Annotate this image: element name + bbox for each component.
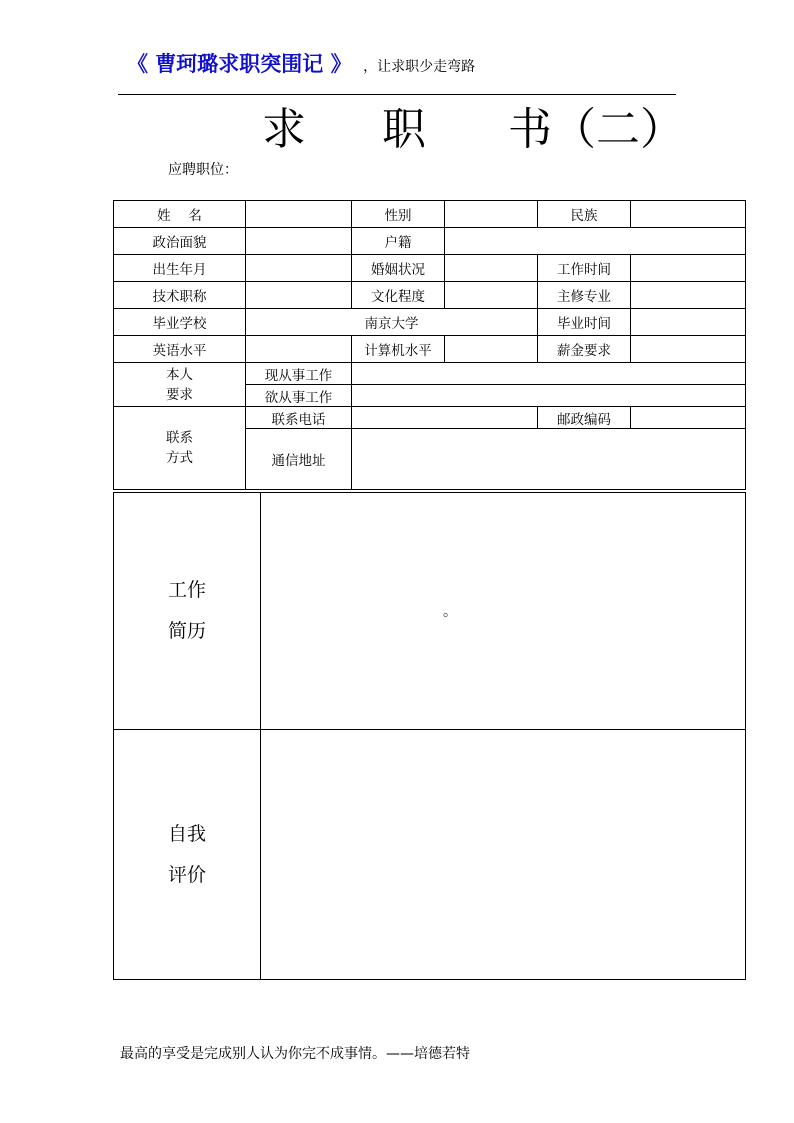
label-education-level: 文化程度 (352, 282, 445, 309)
label-postal-code: 邮政编码 (538, 407, 631, 429)
label-graduated-school: 毕业学校 (114, 309, 246, 336)
postal-code-field[interactable] (631, 407, 746, 429)
label-computer-level: 计算机水平 (352, 336, 445, 363)
info-table (113, 200, 746, 490)
label-marital-status: 婚姻状况 (352, 255, 445, 282)
computer-level-field[interactable] (445, 336, 538, 363)
work-history-line2: 简历 (167, 620, 206, 642)
title-char-1: 求 (262, 104, 306, 155)
header (127, 48, 475, 78)
label-household: 户籍 (352, 228, 445, 255)
label-political-status: 政治面貌 (114, 228, 246, 255)
label-self-evaluation (114, 730, 261, 980)
label-major: 主修专业 (538, 282, 631, 309)
table-row (114, 730, 746, 980)
label-ethnicity: 民族 (538, 201, 631, 228)
ethnicity-field[interactable] (631, 201, 746, 228)
label-english-level: 英语水平 (114, 336, 246, 363)
label-work-history (114, 493, 261, 730)
table-row (114, 228, 746, 255)
graduation-time-field[interactable] (631, 309, 746, 336)
footer-quote: 最高的享受是完成别人认为你完不成事情。——培德若特 (120, 1046, 470, 1062)
work-history-line1: 工作 (167, 579, 206, 601)
contact-line1: 联系 (166, 430, 193, 446)
label-desired-job: 欲从事工作 (246, 385, 352, 407)
table-row (114, 336, 746, 363)
label-graduation-time: 毕业时间 (538, 309, 631, 336)
name-field[interactable] (246, 201, 352, 228)
label-phone: 联系电话 (246, 407, 352, 429)
table-row (114, 407, 746, 429)
salary-expectation-field[interactable] (631, 336, 746, 363)
title-char-3: 书 (508, 104, 552, 155)
work-history-text: 。 (443, 604, 457, 620)
address-field[interactable] (352, 429, 746, 490)
table-row (114, 255, 746, 282)
desired-job-field[interactable] (352, 385, 746, 407)
label-personal-requirements (114, 363, 246, 407)
political-status-field[interactable] (246, 228, 352, 255)
birth-date-field[interactable] (246, 255, 352, 282)
table-row (114, 201, 746, 228)
education-level-field[interactable] (445, 282, 538, 309)
narrative-table (113, 492, 746, 980)
work-start-field[interactable] (631, 255, 746, 282)
title-char-4: （二） (552, 104, 684, 155)
current-job-field[interactable] (352, 363, 746, 385)
label-gender: 性别 (352, 201, 445, 228)
label-work-start: 工作时间 (538, 255, 631, 282)
label-professional-title: 技术职称 (114, 282, 246, 309)
table-row (114, 282, 746, 309)
brand-tagline: ，让求职少走弯路 (363, 59, 476, 75)
brand-title: 《 曹珂璐求职突围记 》 (127, 51, 342, 76)
household-field[interactable] (445, 228, 746, 255)
label-birth-date: 出生年月 (114, 255, 246, 282)
label-salary-expectation: 薪金要求 (538, 336, 631, 363)
graduated-school-field[interactable]: 南京大学 (246, 309, 538, 336)
english-level-field[interactable] (246, 336, 352, 363)
label-address: 通信地址 (246, 429, 352, 490)
self-eval-line1: 自我 (167, 822, 206, 845)
title-char-2: 职 (382, 104, 426, 155)
personal-req-line2: 要求 (166, 386, 193, 403)
table-row (114, 493, 746, 730)
gender-field[interactable] (445, 201, 538, 228)
label-current-job: 现从事工作 (246, 363, 352, 385)
position-label: 应聘职位： (168, 162, 238, 178)
label-name: 姓 名 (114, 201, 246, 228)
professional-title-field[interactable] (246, 282, 352, 309)
major-field[interactable] (631, 282, 746, 309)
work-history-field[interactable] (261, 493, 746, 730)
page-title (262, 100, 684, 160)
label-contact (114, 407, 246, 490)
phone-field[interactable] (352, 407, 538, 429)
contact-line2: 方式 (166, 450, 193, 466)
table-row (114, 363, 746, 385)
table-row (114, 309, 746, 336)
marital-status-field[interactable] (445, 255, 538, 282)
self-eval-line2: 评价 (167, 863, 206, 886)
header-divider (118, 94, 676, 95)
personal-req-line1: 本人 (166, 366, 193, 383)
self-evaluation-field[interactable] (261, 730, 746, 980)
